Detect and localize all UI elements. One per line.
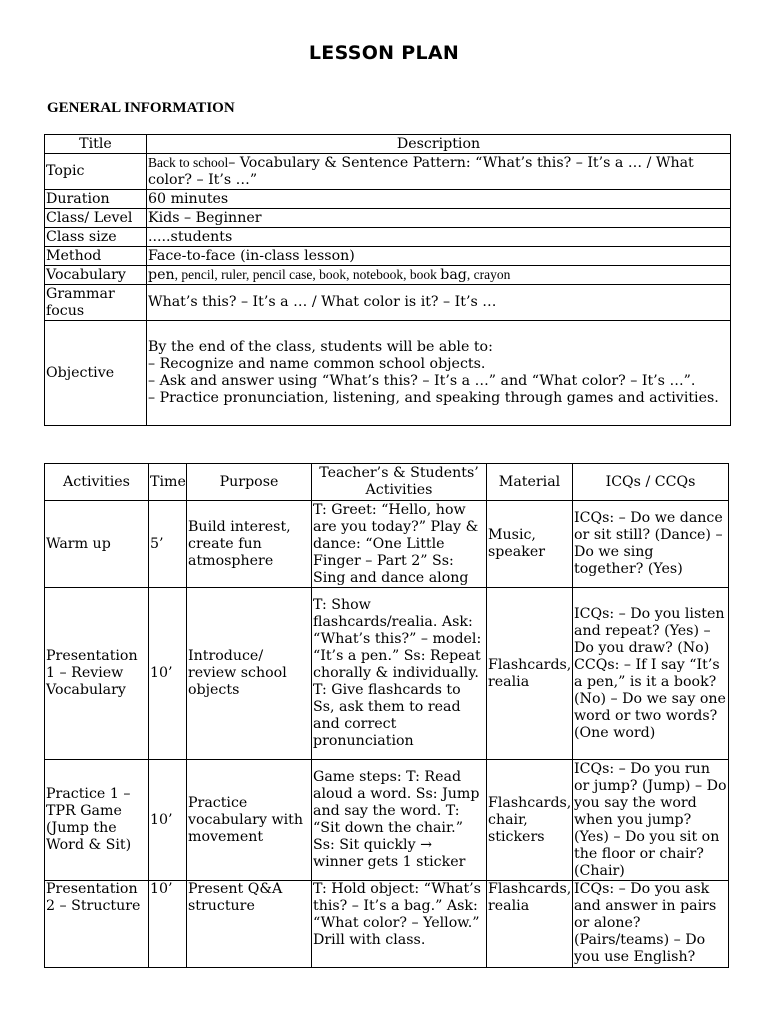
table-row	[45, 760, 729, 881]
activity-steps: T: Hold object: “What’s this? – It’s a bag.” Ask: “What color? – Yellow.” Drill with class.	[312, 881, 487, 968]
section-heading: GENERAL INFORMATION	[47, 100, 235, 116]
table-row	[45, 501, 729, 588]
activity-material: Music, speaker	[487, 501, 573, 588]
vocab-first: pen	[148, 267, 175, 283]
activity-name: Presentation 2 – Structure	[45, 881, 149, 968]
grammar-value: What’s this? – It’s a … / What color is it? – It’s …	[147, 285, 731, 321]
header-purpose: Purpose	[187, 464, 312, 501]
activity-steps: T: Greet: “Hello, how are you today?” Play & dance: “One Little Finger – Part 2” Ss: Sing and dance along	[312, 501, 487, 588]
activity-steps: T: Show flashcards/realia. Ask: “What’s this?” – model: “It’s a pen.” Ss: Repeat chorally & individually. T: Give flashcards to Ss, ask them to read and correct pronunciation	[312, 588, 487, 760]
vocabulary-value	[147, 266, 731, 285]
objective-line: – Recognize and name common school objects.	[148, 356, 486, 372]
activity-material: Flashcards, realia	[487, 588, 573, 760]
activity-material: Flashcards, realia	[487, 881, 573, 968]
activity-name: Practice 1 – TPR Game (Jump the Word & Sit)	[45, 760, 149, 881]
activity-purpose: Build interest, create fun atmosphere	[187, 501, 312, 588]
activity-purpose: Practice vocabulary with movement	[187, 760, 312, 881]
activity-icqs: ICQs: – Do we dance or sit still? (Dance) – Do we sing together? (Yes)	[573, 501, 729, 588]
vocabulary-label: Vocabulary	[45, 266, 147, 285]
vocab-middle: , pencil, ruler, pencil case, book, notebook, book	[174, 267, 441, 282]
activities-table	[44, 463, 729, 968]
table-row	[45, 881, 729, 968]
grammar-label: Grammar focus	[45, 285, 147, 321]
header-teacher-students: Teacher’s & Students’ Activities	[312, 464, 487, 501]
class-level-value: Kids – Beginner	[147, 209, 731, 228]
method-value: Face-to-face (in-class lesson)	[147, 247, 731, 266]
duration-value: 60 minutes	[147, 190, 731, 209]
header-icqs: ICQs / CCQs	[573, 464, 729, 501]
topic-label: Topic	[45, 154, 147, 190]
header-activities: Activities	[45, 464, 149, 501]
activity-name: Warm up	[45, 501, 149, 588]
method-label: Method	[45, 247, 147, 266]
activity-time: 10’	[149, 588, 187, 760]
header-description: Description	[147, 135, 731, 154]
objective-line: – Ask and answer using “What’s this? – It’s a …” and “What color? – It’s …”.	[148, 373, 696, 389]
activity-time: 10’	[149, 760, 187, 881]
activity-steps: Game steps: T: Read aloud a word. Ss: Jump and say the word. T: “Sit down the chair.” Ss: Sit quickly → winner gets 1 sticker	[312, 760, 487, 881]
objective-line: – Practice pronunciation, listening, and speaking through games and activities.	[148, 390, 719, 406]
class-size-label: Class size	[45, 228, 147, 247]
topic-value	[147, 154, 731, 190]
objective-label: Objective	[45, 321, 147, 426]
vocab-last: , crayon	[466, 267, 511, 282]
topic-prefix: Back to school	[148, 155, 229, 170]
header-time: Time	[149, 464, 187, 501]
class-level-label: Class/ Level	[45, 209, 147, 228]
activity-time: 10’	[149, 881, 187, 968]
header-title: Title	[45, 135, 147, 154]
activity-icqs: ICQs: – Do you ask and answer in pairs or alone? (Pairs/teams) – Do you use English?	[573, 881, 729, 968]
activity-material: Flashcards, chair, stickers	[487, 760, 573, 881]
activity-purpose: Present Q&A structure	[187, 881, 312, 968]
vocab-bag: bag	[440, 267, 467, 283]
activity-name: Presentation 1 – Review Vocabulary	[45, 588, 149, 760]
page-title: LESSON PLAN	[308, 42, 460, 64]
topic-text: – Vocabulary & Sentence Pattern: “What’s this? – It’s a … / What color? – It’s …”	[148, 155, 694, 188]
activity-purpose: Introduce/ review school objects	[187, 588, 312, 760]
general-info-table	[44, 134, 731, 426]
objective-line: By the end of the class, students will be able to:	[148, 339, 493, 355]
activity-time: 5’	[149, 501, 187, 588]
activity-icqs: ICQs: – Do you run or jump? (Jump) – Do you say the word when you jump? (Yes) – Do you sit on the floor or chair? (Chair)	[573, 760, 729, 881]
table-row	[45, 588, 729, 760]
duration-label: Duration	[45, 190, 147, 209]
class-size-value: .....students	[147, 228, 731, 247]
activity-icqs: ICQs: – Do you listen and repeat? (Yes) – Do you draw? (No) CCQs: – If I say “It’s a pen,” is it a book? (No) – Do we say one word or two words? (One word)	[573, 588, 729, 760]
header-material: Material	[487, 464, 573, 501]
objective-value	[147, 321, 731, 426]
